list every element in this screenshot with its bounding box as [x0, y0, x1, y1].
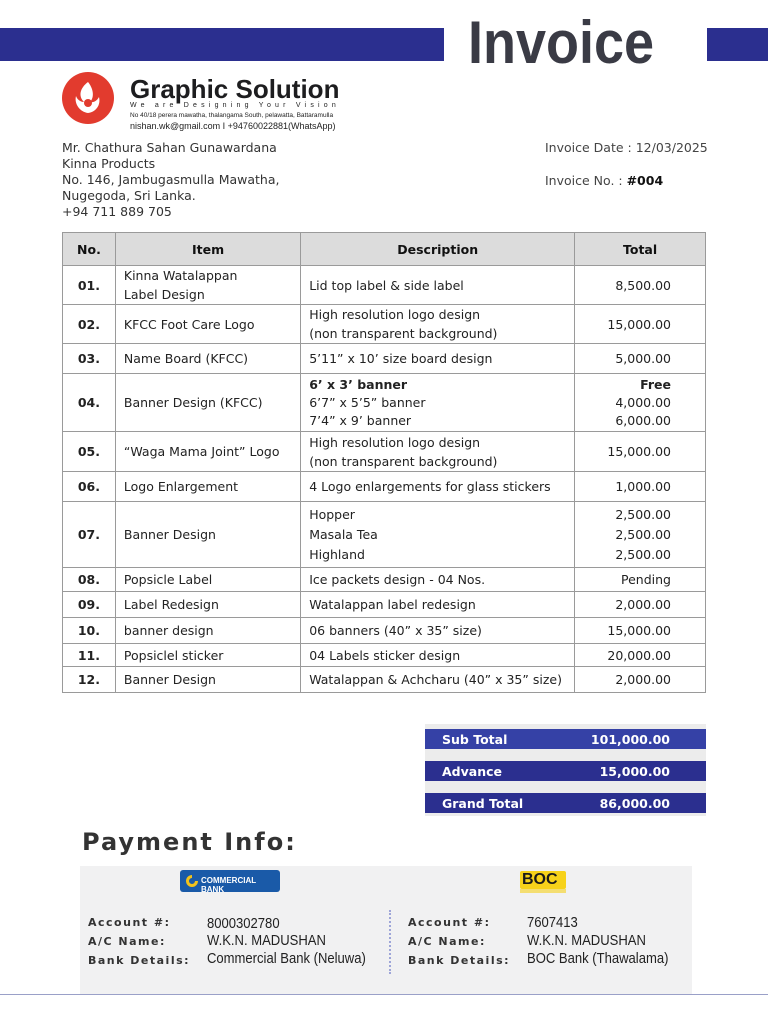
row-desc-line: Ice packets design - 04 Nos. — [309, 572, 486, 587]
col-header-description: Description — [301, 233, 575, 266]
company-tagline: We are Designing Your Vision — [130, 102, 340, 109]
client-address-line1: No. 146, Jambugasmulla Mawatha, — [62, 172, 280, 187]
row-item — [115, 644, 300, 667]
bank2-account-value: 7607413 — [527, 915, 578, 931]
row-item-line: Logo Enlargement — [123, 479, 239, 494]
advance-label: Advance — [442, 764, 502, 779]
row-item — [115, 592, 300, 618]
row-item — [115, 502, 300, 568]
bank1-name-value: W.K.N. MADUSHAN — [207, 933, 326, 949]
row-total — [575, 305, 706, 344]
invoice-date-value: 12/03/2025 — [635, 140, 708, 155]
row-desc-line: 5’11” x 10’ size board design — [309, 351, 493, 366]
row-description — [301, 305, 575, 344]
row-no: 11. — [63, 644, 116, 667]
col-header-no: No. — [63, 233, 116, 266]
bank1-account-label: Account #: — [88, 916, 171, 929]
row-description — [301, 432, 575, 472]
col-header-item: Item — [115, 233, 300, 266]
company-contact: nishan.wk@gmail.com I +94760022881(WhatsApp) — [130, 121, 336, 131]
row-no: 12. — [63, 667, 116, 693]
table-row — [63, 344, 706, 374]
company-logo-icon — [62, 72, 114, 124]
commercial-bank-logo-text: COMMERCIAL BANK — [201, 876, 256, 894]
row-item — [115, 305, 300, 344]
row-item-line: KFCC Foot Care Logo — [123, 316, 255, 332]
table-row — [63, 644, 706, 667]
bank2-name-value: W.K.N. MADUSHAN — [527, 933, 646, 949]
company-name: Graphic Solution — [130, 74, 340, 104]
row-desc-line: Watalappan label redesign — [309, 597, 476, 612]
header-bar-left — [0, 28, 444, 61]
row-item-line: Banner Design — [123, 672, 216, 687]
payment-info-title: Payment Info: — [82, 828, 297, 856]
bank2-name-label: A/C Name: — [408, 935, 486, 948]
header-bar-right — [707, 28, 768, 61]
commercial-bank-logo-icon — [180, 870, 280, 892]
invoice-date-label: Invoice Date : — [545, 140, 636, 155]
table-row — [63, 305, 706, 344]
row-item — [115, 344, 300, 374]
row-description — [301, 374, 575, 432]
row-total-value: 4,000.00 — [615, 394, 671, 410]
row-total — [575, 618, 706, 644]
row-item — [115, 667, 300, 693]
row-item — [115, 374, 300, 432]
invoice-number-value: #004 — [626, 173, 664, 188]
row-total-value: 2,500.00 — [615, 506, 671, 522]
row-description — [301, 344, 575, 374]
row-desc-line: Highland — [309, 546, 365, 562]
invoice-date — [545, 140, 708, 155]
table-row — [63, 667, 706, 693]
bottom-rule — [0, 994, 768, 995]
advance-row — [425, 761, 706, 781]
advance-value: 15,000.00 — [599, 764, 670, 779]
row-total-value: 8,500.00 — [615, 277, 671, 293]
row-desc-line: 6’ x 3’ banner — [309, 376, 408, 392]
bank1-account-value: 8000302780 — [207, 916, 280, 932]
row-desc-line: Hopper — [309, 506, 355, 522]
row-desc-line: Masala Tea — [309, 526, 378, 542]
table-row — [63, 592, 706, 618]
row-total-value: 20,000.00 — [607, 647, 671, 663]
row-item-line: Popsicle Label — [123, 572, 213, 587]
row-no: 01. — [63, 266, 116, 305]
row-desc-line: Lid top label & side label — [309, 277, 464, 293]
client-company: Kinna Products — [62, 156, 156, 171]
table-row — [63, 266, 706, 305]
row-item-line: Name Board (KFCC) — [123, 351, 249, 366]
row-desc-line: 6’7” x 5’5” banner — [309, 394, 426, 410]
row-description — [301, 568, 575, 592]
row-desc-line: 7’4” x 9’ banner — [309, 412, 412, 428]
row-description — [301, 644, 575, 667]
row-total-value: 5,000.00 — [615, 351, 671, 366]
row-desc-line: (non transparent background) — [309, 453, 498, 469]
bank1-details-value: Commercial Bank (Neluwa) — [207, 951, 366, 967]
row-item — [115, 568, 300, 592]
row-no: 03. — [63, 344, 116, 374]
row-total — [575, 568, 706, 592]
table-row — [63, 472, 706, 502]
row-description — [301, 618, 575, 644]
bank2-details-label: Bank Details: — [408, 954, 511, 967]
row-item — [115, 618, 300, 644]
row-item-line: Label Redesign — [123, 597, 219, 612]
company-address: No 40/18 perera mawatha, thalangama South, pelawatta, Battaramulla — [130, 112, 334, 119]
row-total-value: 15,000.00 — [607, 316, 671, 332]
boc-logo-icon — [518, 866, 568, 894]
row-desc-line: 4 Logo enlargements for glass stickers — [309, 479, 551, 494]
row-no: 02. — [63, 305, 116, 344]
grand-total-value: 86,000.00 — [599, 796, 670, 811]
row-desc-line: High resolution logo design — [309, 434, 481, 450]
subtotal-value: 101,000.00 — [590, 732, 670, 747]
row-total-value: 15,000.00 — [607, 444, 671, 459]
row-item — [115, 472, 300, 502]
row-description — [301, 592, 575, 618]
col-header-total: Total — [575, 233, 706, 266]
row-desc-line: Watalappan & Achcharu (40” x 35” size) — [309, 672, 562, 687]
row-total-value: Pending — [621, 572, 671, 587]
row-item-line: “Waga Mama Joint” Logo — [123, 444, 280, 459]
row-description — [301, 502, 575, 568]
table-row — [63, 568, 706, 592]
row-no: 10. — [63, 618, 116, 644]
row-item-line: Kinna Watalappan — [123, 268, 238, 283]
row-no: 05. — [63, 432, 116, 472]
row-desc-line: (non transparent background) — [309, 326, 498, 341]
bank2-details-value: BOC Bank (Thawalama) — [527, 951, 669, 967]
row-desc-line: 06 banners (40” x 35” size) — [309, 623, 482, 638]
row-no: 08. — [63, 568, 116, 592]
row-total-value: 15,000.00 — [607, 623, 671, 638]
subtotal-label: Sub Total — [442, 732, 508, 747]
row-total — [575, 374, 706, 432]
row-item-line: Label Design — [123, 287, 205, 302]
table-row — [63, 374, 706, 432]
row-total-value: 2,500.00 — [615, 546, 671, 562]
row-no: 04. — [63, 374, 116, 432]
row-total — [575, 266, 706, 305]
table-header-row — [63, 233, 706, 266]
row-total-value: 6,000.00 — [615, 412, 671, 428]
row-total — [575, 432, 706, 472]
row-desc-line: High resolution logo design — [309, 307, 481, 322]
row-desc-line: 04 Labels sticker design — [309, 647, 461, 663]
invoice-title: Invoice — [468, 9, 655, 76]
table-row — [63, 432, 706, 472]
row-total — [575, 592, 706, 618]
row-no: 09. — [63, 592, 116, 618]
row-total-value: 2,500.00 — [615, 526, 671, 542]
row-item — [115, 432, 300, 472]
row-total — [575, 472, 706, 502]
row-total — [575, 344, 706, 374]
row-description — [301, 667, 575, 693]
payment-divider — [389, 910, 391, 974]
row-total-value: 2,000.00 — [615, 597, 671, 612]
invoice-number — [545, 173, 663, 188]
row-item-line: Popsiclel sticker — [123, 647, 224, 663]
row-total-value: Free — [640, 376, 671, 392]
row-item-line: Banner Design — [123, 527, 216, 542]
client-name: Mr. Chathura Sahan Gunawardana — [62, 140, 277, 155]
row-total — [575, 667, 706, 693]
bank2-account-label: Account #: — [408, 916, 491, 929]
row-description — [301, 266, 575, 305]
row-total — [575, 502, 706, 568]
row-no: 06. — [63, 472, 116, 502]
invoice-number-label: Invoice No. : — [545, 173, 627, 188]
grand-total-label: Grand Total — [442, 796, 524, 811]
grand-total-row — [425, 793, 706, 813]
row-item-line: banner design — [123, 623, 214, 638]
table-row — [63, 502, 706, 568]
payment-info-box — [80, 866, 692, 994]
client-phone: +94 711 889 705 — [62, 204, 172, 219]
subtotal-row — [425, 729, 706, 749]
client-block — [62, 140, 279, 220]
bank1-name-label: A/C Name: — [88, 935, 166, 948]
bank1-details-label: Bank Details: — [88, 954, 191, 967]
row-total-value: 2,000.00 — [615, 672, 671, 687]
row-item — [115, 266, 300, 305]
items-table — [62, 232, 706, 693]
boc-logo-text: BOC — [522, 871, 558, 888]
row-total — [575, 644, 706, 667]
row-description — [301, 472, 575, 502]
client-address-line2: Nugegoda, Sri Lanka. — [62, 188, 196, 203]
table-row — [63, 618, 706, 644]
row-no: 07. — [63, 502, 116, 568]
row-item-line: Banner Design (KFCC) — [123, 395, 263, 410]
row-total-value: 1,000.00 — [615, 479, 671, 494]
